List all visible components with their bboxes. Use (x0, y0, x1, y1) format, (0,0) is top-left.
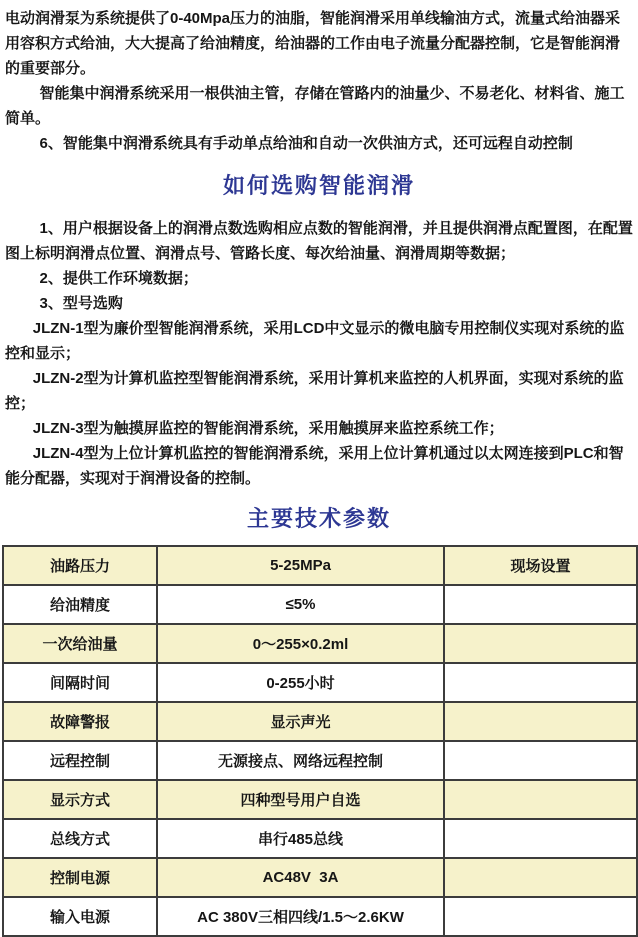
param-cell: 控制电源 (3, 858, 157, 897)
param-cell: 间隔时间 (3, 663, 157, 702)
param-cell: 显示方式 (3, 780, 157, 819)
model-line-jlzn2: JLZN-2型为计算机监控型智能润滑系统，采用计算机来监控的人机界面，实现对系统的监控； (5, 370, 624, 412)
value-cell: 四种型号用户自选 (157, 780, 444, 819)
select-item-2: 2、提供工作环境数据； (39, 270, 198, 287)
note-cell (444, 702, 637, 741)
select-item-3: 3、型号选购 (39, 295, 123, 312)
value-cell: 5-25MPa (157, 546, 444, 585)
model-line-jlzn3: JLZN-3型为触摸屏监控的智能润滑系统，采用触摸屏来监控系统工作； (32, 420, 504, 437)
note-cell: 现场设置 (444, 546, 637, 585)
value-cell: 显示声光 (157, 702, 444, 741)
note-cell (444, 897, 637, 936)
value-cell: AC48V 3A (157, 858, 444, 897)
table-row-control-power (3, 858, 637, 897)
model-line-jlzn1: JLZN-1型为廉价型智能润滑系统，采用LCD中文显示的微电脑专用控制仪实现对系统的监控和显示； (5, 320, 625, 362)
param-cell: 油路压力 (3, 546, 157, 585)
section-title-how-to-select: 如何选购智能润滑 (222, 173, 415, 198)
table-row-remote-control (3, 741, 637, 780)
note-cell (444, 663, 637, 702)
intro-paragraph-main-pipe: 智能集中润滑系统采用一根供油主管，存储在管路内的油量少、不易老化、材料省、施工简单。 (5, 85, 625, 127)
table-row-fault-alarm (3, 702, 637, 741)
note-cell (444, 858, 637, 897)
note-cell (444, 741, 637, 780)
table-row-oil-pressure (3, 546, 637, 585)
value-cell: ≤5% (157, 585, 444, 624)
param-cell: 远程控制 (3, 741, 157, 780)
intro-paragraph-pump: 电动润滑泵为系统提供了0-40Mpa压力的油脂，智能润滑采用单线输油方式，流量式给油器采用容积方式给油，大大提高了给油精度，给油器的工作由电子流量分配器控制，它是智能润滑的重要部分。 (5, 10, 621, 77)
table-row-single-feed-volume (3, 624, 637, 663)
param-cell: 故障警报 (3, 702, 157, 741)
table-row-input-power (3, 897, 637, 936)
model-line-jlzn4: JLZN-4型为上位计算机监控的智能润滑系统，采用上位计算机通过以太网连接到PLC和智能分配器，实现对于润滑设备的控制。 (5, 445, 624, 487)
value-cell: AC 380V三相四线/1.5～2.6KW (157, 897, 444, 936)
param-cell: 一次给油量 (3, 624, 157, 663)
table-row-display-mode (3, 780, 637, 819)
note-cell (444, 819, 637, 858)
select-item-1: 1、用户根据设备上的润滑点数选购相应点数的智能润滑，并且提供润滑点配置图，在配置图上标明润滑点位置、润滑点号、管路长度、每次给油量、润滑周期等数据； (5, 220, 633, 262)
value-cell: 0-255小时 (157, 663, 444, 702)
note-cell (444, 624, 637, 663)
note-cell (444, 585, 637, 624)
table-row-feed-accuracy (3, 585, 637, 624)
tech-params-table (2, 545, 638, 937)
value-cell: 串行485总线 (157, 819, 444, 858)
table-row-interval-time (3, 663, 637, 702)
note-cell (444, 780, 637, 819)
param-cell: 输入电源 (3, 897, 157, 936)
value-cell: 无源接点、网络远程控制 (157, 741, 444, 780)
intro-paragraph-feature-6: 6、智能集中润滑系统具有手动单点给油和自动一次供油方式，还可远程自动控制 (39, 135, 573, 152)
param-cell: 总线方式 (3, 819, 157, 858)
section-title-tech-params: 主要技术参数 (246, 506, 391, 531)
table-row-bus-mode (3, 819, 637, 858)
value-cell: 0～255×0.2ml (157, 624, 444, 663)
param-cell: 给油精度 (3, 585, 157, 624)
